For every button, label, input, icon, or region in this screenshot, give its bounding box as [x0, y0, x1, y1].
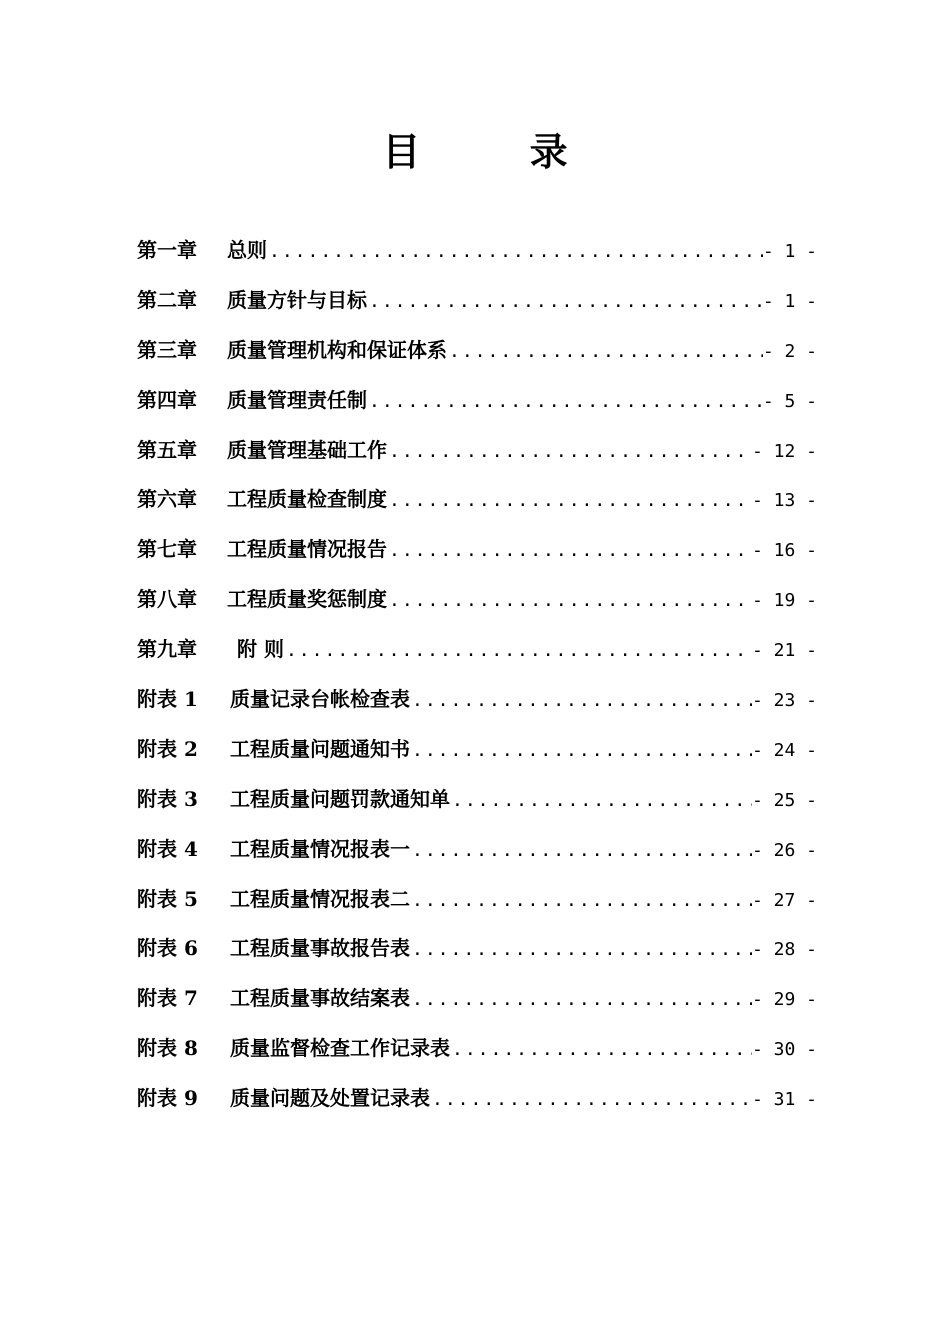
toc-entry-title: 总则 — [227, 238, 267, 262]
toc-entry-chapter-5[interactable] — [137, 426, 817, 476]
toc-entry-label: 附表 9 — [137, 1086, 198, 1111]
toc-entry-title: 工程质量事故报告表 — [230, 936, 410, 961]
toc-entry-page: - 13 - — [751, 490, 817, 512]
toc-leader-dots — [367, 377, 763, 426]
toc-entry-title: 附 则 — [237, 637, 284, 662]
toc-entry-title: 质量问题及处置记录表 — [230, 1086, 430, 1111]
toc-entry-appendix-5[interactable] — [137, 875, 817, 925]
toc-entry-label: 附表 6 — [137, 936, 198, 961]
toc-entry-page: - 16 - — [751, 540, 817, 562]
toc-entry-label: 第六章 — [137, 487, 197, 512]
toc-entry-page: - 26 - — [751, 839, 817, 861]
toc-entry-title: 工程质量情况报表一 — [230, 836, 410, 861]
toc-leader-dots — [284, 626, 752, 675]
toc-entry-title: 质量管理基础工作 — [227, 437, 387, 462]
toc-entry-page: - 21 - — [751, 640, 817, 662]
toc-entry-chapter-6[interactable] — [137, 475, 817, 525]
toc-entry-label: 第七章 — [137, 537, 197, 562]
toc-leader-dots — [267, 227, 763, 276]
toc-leader-dots — [410, 975, 752, 1024]
toc-entry-title: 工程质量检查制度 — [227, 487, 387, 512]
toc-entry-page: - 5 - — [762, 390, 817, 412]
toc-leader-dots — [387, 576, 752, 625]
toc-leader-dots — [387, 427, 752, 476]
toc-entry-chapter-1[interactable] — [137, 226, 817, 276]
toc-entry-appendix-4[interactable] — [137, 825, 817, 875]
toc-leader-dots — [450, 1025, 752, 1074]
toc-entry-title: 质量方针与目标 — [227, 287, 367, 312]
toc-entry-page: - 28 - — [751, 939, 817, 961]
toc-entry-page: - 29 - — [751, 989, 817, 1011]
toc-leader-dots — [367, 277, 763, 326]
toc-leader-dots — [410, 726, 752, 775]
toc-entry-title: 质量管理责任制 — [227, 387, 367, 412]
toc-entry-chapter-7[interactable] — [137, 525, 817, 575]
toc-entry-label: 附表 8 — [137, 1036, 198, 1061]
toc-entry-page: - 25 - — [751, 789, 817, 811]
toc-leader-dots — [410, 925, 752, 974]
toc-entry-chapter-8[interactable] — [137, 575, 817, 625]
toc-entry-label: 附表 1 — [137, 687, 198, 712]
toc-entry-title: 工程质量奖惩制度 — [227, 587, 387, 612]
toc-entry-page: - 27 - — [751, 889, 817, 911]
toc-entry-label: 第二章 — [137, 287, 197, 312]
toc-leader-dots — [387, 476, 752, 525]
toc-leader-dots — [410, 876, 752, 925]
toc-entry-chapter-9[interactable] — [137, 625, 817, 675]
page-title: 目 录 — [382, 129, 616, 174]
toc-entry-appendix-2[interactable] — [137, 725, 817, 775]
toc-entry-appendix-9[interactable] — [137, 1074, 817, 1124]
toc-entry-label: 第五章 — [137, 437, 197, 462]
toc-entry-page: - 19 - — [751, 590, 817, 612]
toc-entry-page: - 30 - — [751, 1039, 817, 1061]
toc-leader-dots — [447, 327, 763, 376]
toc-entry-appendix-6[interactable] — [137, 924, 817, 974]
toc-entry-label: 第三章 — [137, 337, 197, 362]
toc-entry-chapter-2[interactable] — [137, 276, 817, 326]
toc-entry-chapter-4[interactable] — [137, 376, 817, 426]
toc-entry-label: 附表 3 — [137, 786, 198, 811]
toc-entry-label: 附表 5 — [137, 886, 198, 911]
table-of-contents — [137, 226, 817, 1124]
toc-entry-title: 质量管理机构和保证体系 — [227, 337, 447, 362]
toc-leader-dots — [410, 676, 752, 725]
toc-entry-label: 附表 7 — [137, 986, 198, 1011]
toc-entry-page: - 31 - — [751, 1089, 817, 1111]
toc-entry-title: 质量记录台帐检查表 — [230, 687, 410, 712]
toc-entry-page: - 24 - — [751, 739, 817, 761]
toc-entry-page: - 12 - — [751, 440, 817, 462]
toc-entry-label: 附表 4 — [137, 836, 198, 861]
toc-entry-label: 第九章 — [137, 637, 197, 662]
toc-entry-page: - 23 - — [751, 690, 817, 712]
toc-entry-label: 第一章 — [137, 238, 197, 262]
toc-entry-title: 工程质量情况报表二 — [230, 886, 410, 911]
toc-entry-label: 第四章 — [137, 387, 197, 412]
toc-leader-dots — [430, 1075, 752, 1124]
toc-entry-appendix-7[interactable] — [137, 974, 817, 1024]
toc-entry-label: 附表 2 — [137, 736, 198, 761]
toc-entry-label: 第八章 — [137, 587, 197, 612]
toc-entry-page: - 1 - — [762, 241, 817, 262]
toc-leader-dots — [410, 826, 752, 875]
toc-entry-appendix-3[interactable] — [137, 775, 817, 825]
toc-entry-appendix-8[interactable] — [137, 1024, 817, 1074]
toc-leader-dots — [450, 776, 752, 825]
toc-entry-title: 工程质量问题通知书 — [230, 736, 410, 761]
toc-entry-title: 质量监督检查工作记录表 — [230, 1036, 450, 1061]
toc-entry-appendix-1[interactable] — [137, 675, 817, 725]
toc-leader-dots — [387, 526, 752, 575]
toc-entry-page: - 1 - — [762, 290, 817, 312]
toc-entry-chapter-3[interactable] — [137, 326, 817, 376]
toc-entry-title: 工程质量问题罚款通知单 — [230, 786, 450, 811]
toc-entry-title: 工程质量情况报告 — [227, 537, 387, 562]
toc-entry-title: 工程质量事故结案表 — [230, 986, 410, 1011]
toc-entry-page: - 2 - — [762, 340, 817, 362]
